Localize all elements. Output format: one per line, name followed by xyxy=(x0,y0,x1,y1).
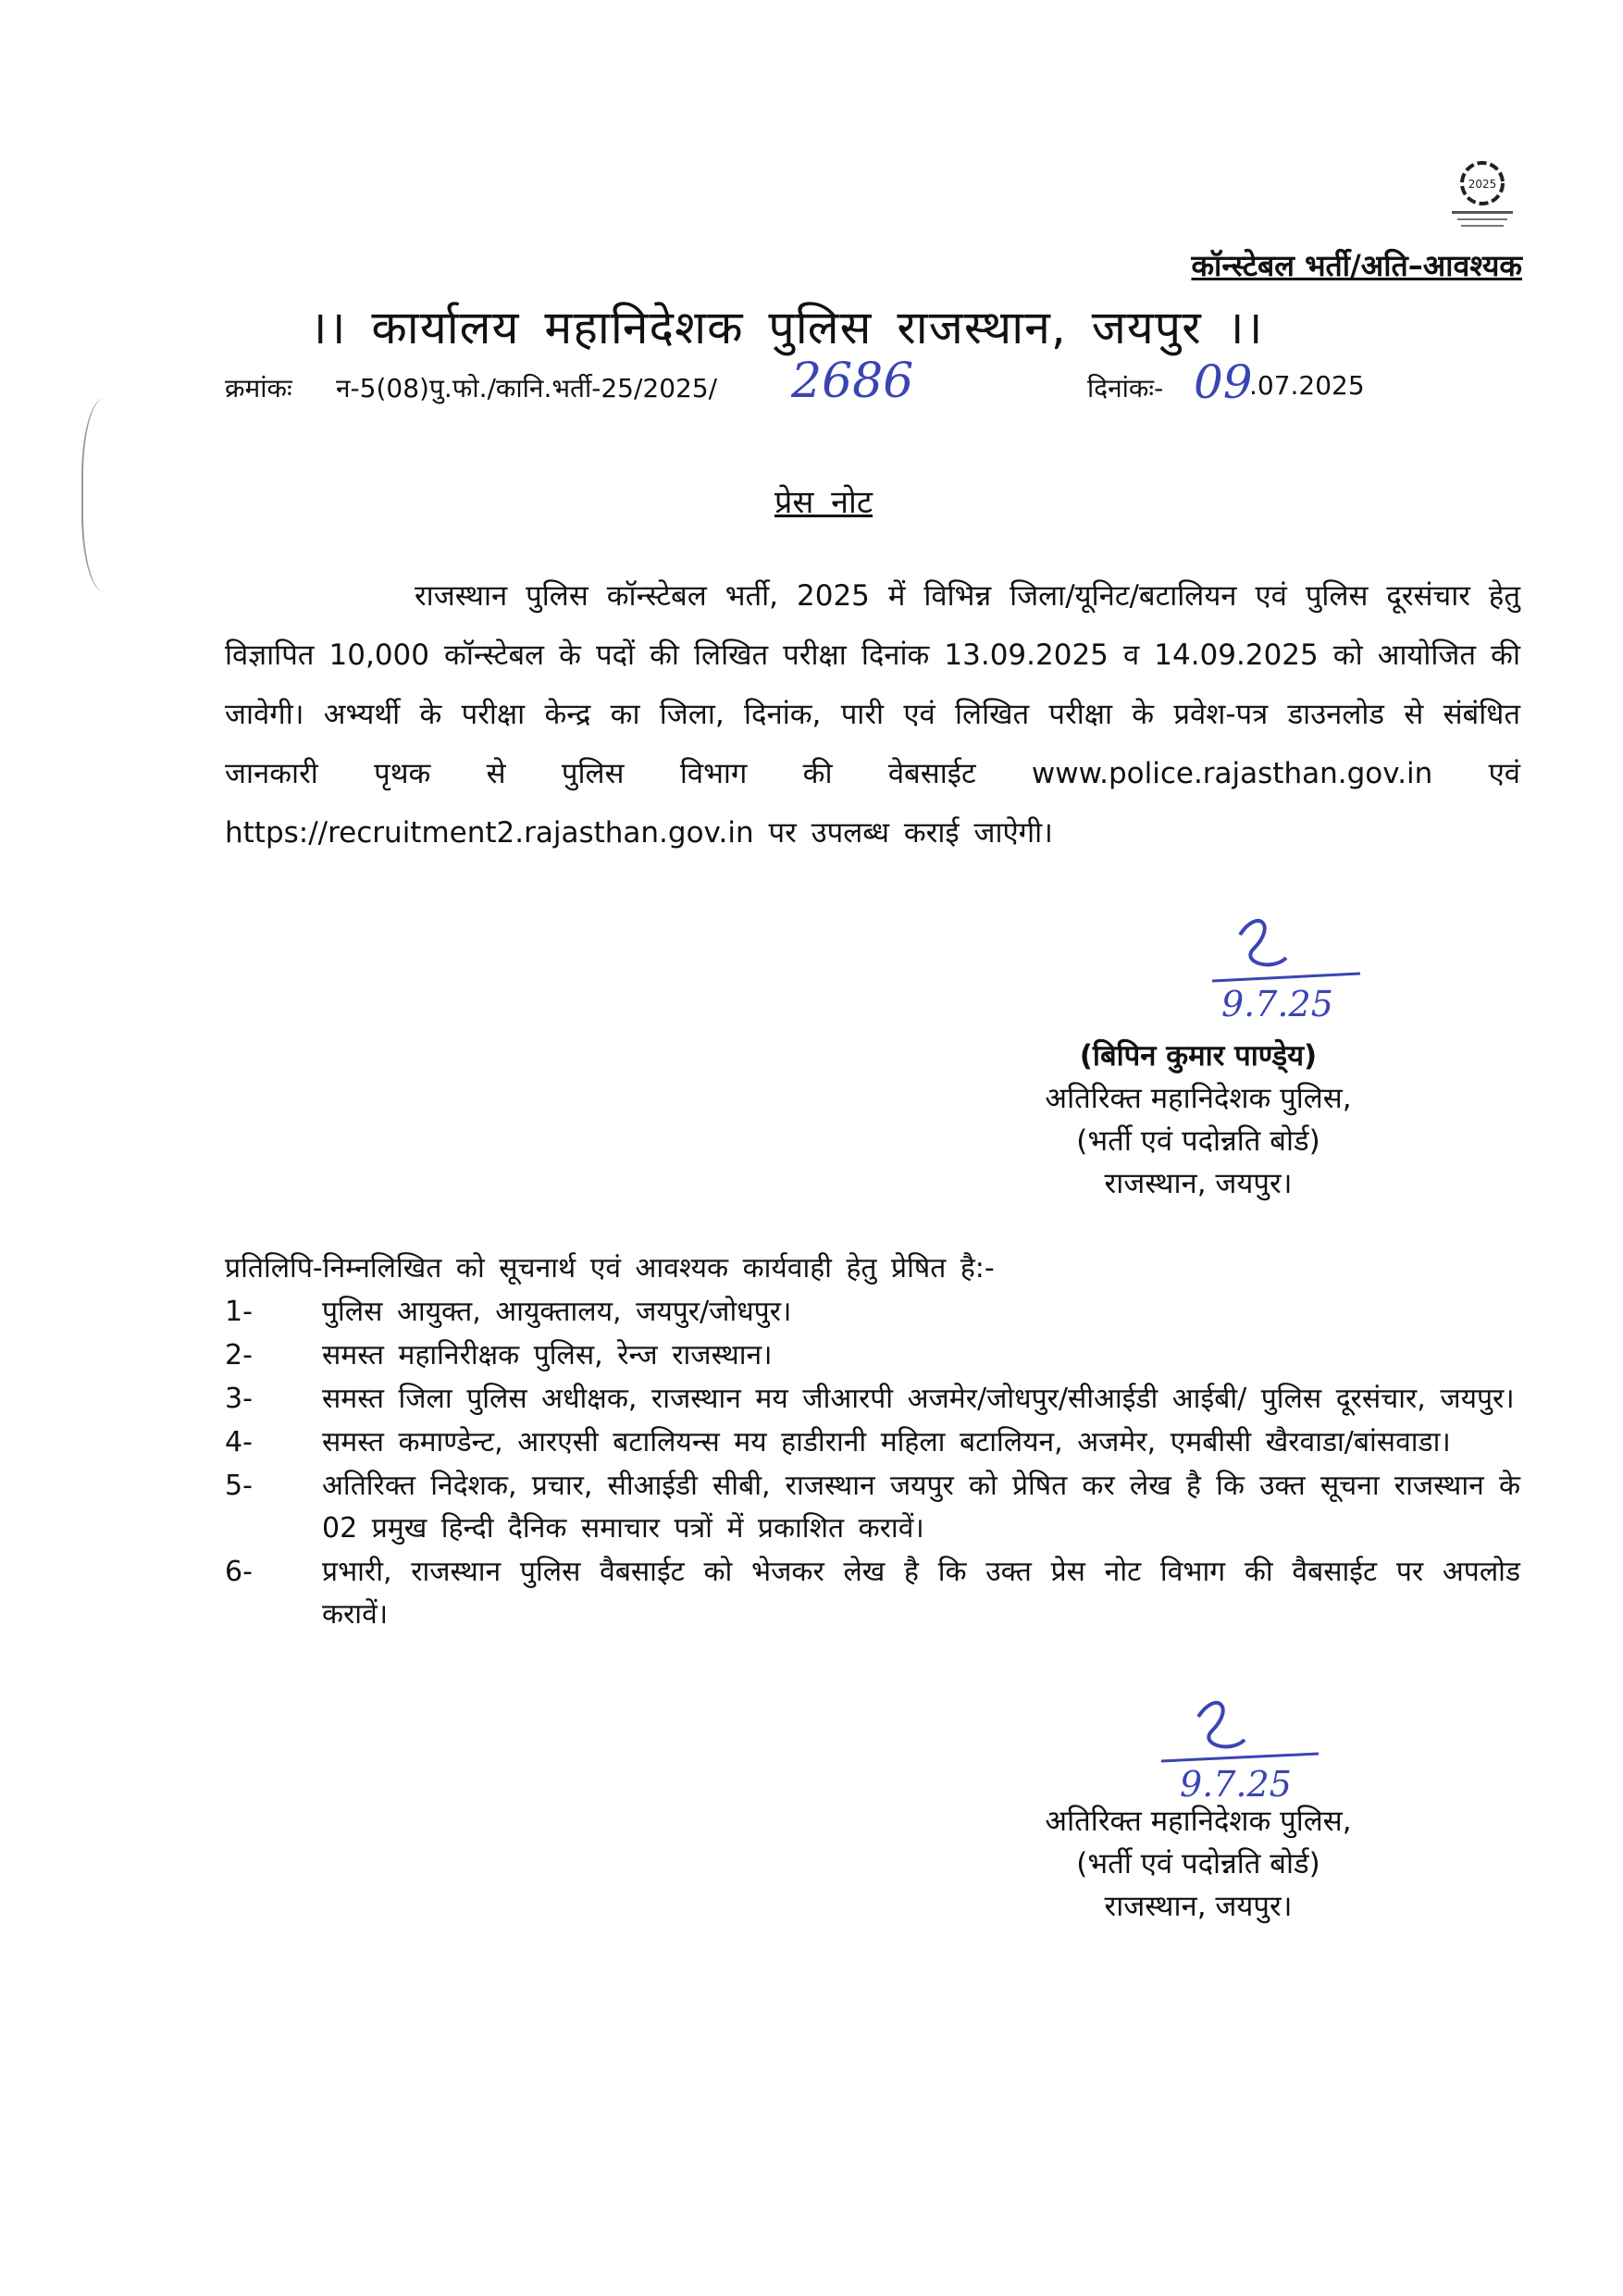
classification-label: कॉन्स्टेबल भर्ती/अति–आवश्यक xyxy=(1191,248,1522,283)
handwritten-signature xyxy=(1184,907,1388,1027)
copy-to-list xyxy=(225,1291,1520,1637)
signatory-department: (भर्ती एवं पदोन्नति बोर्ड) xyxy=(1076,1124,1320,1158)
list-item xyxy=(225,1334,1520,1377)
signatory-location: राजस्थान, जयपुर। xyxy=(1104,1890,1293,1923)
svg-text:2025: 2025 xyxy=(1468,178,1497,191)
svg-text:9.7.25: 9.7.25 xyxy=(1180,1764,1292,1805)
list-item xyxy=(225,1421,1520,1464)
list-item-text: अतिरिक्त निदेशक, प्रचार, सीआईडी सीबी, राजस्थान जयपुर को प्रेषित कर लेख है कि उक्त सूचना राजस्थान के 02 प्रमुख हिन्दी दैनिक समाचार पत्रों में प्रकाशित करावें। xyxy=(322,1470,1520,1545)
list-item-text: समस्त जिला पुलिस अधीक्षक, राजस्थान मय जीआरपी अजमेर/जोधपुर/सीआईडी आईबी/ पुलिस दूरसंचार, जयपुर। xyxy=(322,1383,1515,1415)
list-item-text: पुलिस आयुक्त, आयुक्तालय, जयपुर/जोधपुर। xyxy=(322,1296,792,1328)
press-note-heading: प्रेस नोट xyxy=(774,484,873,521)
handwritten-date-day: 09 xyxy=(1194,355,1253,409)
copy-to-intro: प्रतिलिपि-निम्नलिखित को सूचनार्थ एवं आवश्यक कार्यवाही हेतु प्रेषित है:- xyxy=(225,1252,995,1285)
list-item-number: 4- xyxy=(225,1426,253,1458)
list-item-text: समस्त महानिरीक्षक पुलिस, रेन्ज राजस्थान। xyxy=(322,1339,773,1371)
handwritten-dispatch-number: 2686 xyxy=(791,354,914,409)
press-note-body: राजस्थान पुलिस कॉन्स्टेबल भर्ती, 2025 में विभिन्न जिला/यूनिट/बटालियन एवं पुलिस दूरसंचार हेतु विज्ञापित 10,000 कॉन्स्टेबल के पदों की लिखित परीक्षा दिनांक 13.09.2025 व 14.09.2025 को आयोजित की जावेगी। अभ्यर्थी के परीक्षा केन्द्र का जिला, दिनांक, पारी एवं लिखित परीक्षा के प्रवेश-पत्र डाउनलोड से संबंधित जानकारी पृथक से पुलिस विभाग की वेबसाईट www.police.rajasthan.gov.in एवं https://recruitment2.rajasthan.gov.in पर उपलब्ध कराई जाऐगी। xyxy=(225,579,1520,850)
scan-mark xyxy=(81,398,139,592)
date-label: दिनांकः- xyxy=(1087,373,1164,403)
emblem-logo xyxy=(1439,148,1527,236)
signatory-block-2 xyxy=(999,1800,1397,1928)
list-item-text: समस्त कमाण्डेन्ट, आरएसी बटालियन्स मय हाडीरानी महिला बटालियन, अजमेर, एमबीसी खैरवाडा/बांसवाडा। xyxy=(322,1426,1451,1458)
signatory-designation: अतिरिक्त महानिदेशक पुलिस, xyxy=(1045,1082,1352,1115)
reference-number: न-5(08)पु.फो./कानि.भर्ती-25/2025/ xyxy=(336,373,718,403)
list-item-number: 1- xyxy=(225,1296,253,1328)
list-item-number: 6- xyxy=(225,1556,253,1588)
reference-label: क्रमांकः xyxy=(225,373,292,403)
list-item-number: 3- xyxy=(225,1383,253,1415)
list-item xyxy=(225,1378,1520,1421)
signatory-name: (बिपिन कुमार पाण्डे्य) xyxy=(1079,1039,1318,1073)
date-value: .07.2025 xyxy=(1249,370,1365,401)
list-item-text: प्रभारी, राजस्थान पुलिस वैबसाईट को भेजकर लेख है कि उक्त प्रेस नोट विभाग की वैबसाईट पर अपलोड करावें। xyxy=(322,1556,1520,1631)
handwritten-signature-2 xyxy=(1143,1689,1346,1809)
signatory-designation: अतिरिक्त महानिदेशक पुलिस, xyxy=(1045,1805,1352,1838)
list-item xyxy=(225,1291,1520,1334)
list-item xyxy=(225,1465,1520,1550)
signatory-block xyxy=(999,1035,1397,1205)
signatory-location: राजस्थान, जयपुर। xyxy=(1104,1167,1293,1200)
signatory-department: (भर्ती एवं पदोन्नति बोर्ड) xyxy=(1076,1847,1320,1880)
list-item-number: 2- xyxy=(225,1339,253,1371)
list-item xyxy=(225,1551,1520,1636)
svg-text:9.7.25: 9.7.25 xyxy=(1221,984,1333,1024)
office-title: ।। कार्यालय महानिदेशक पुलिस राजस्थान, जयपुर ।। xyxy=(309,301,1264,354)
list-item-number: 5- xyxy=(225,1470,253,1502)
